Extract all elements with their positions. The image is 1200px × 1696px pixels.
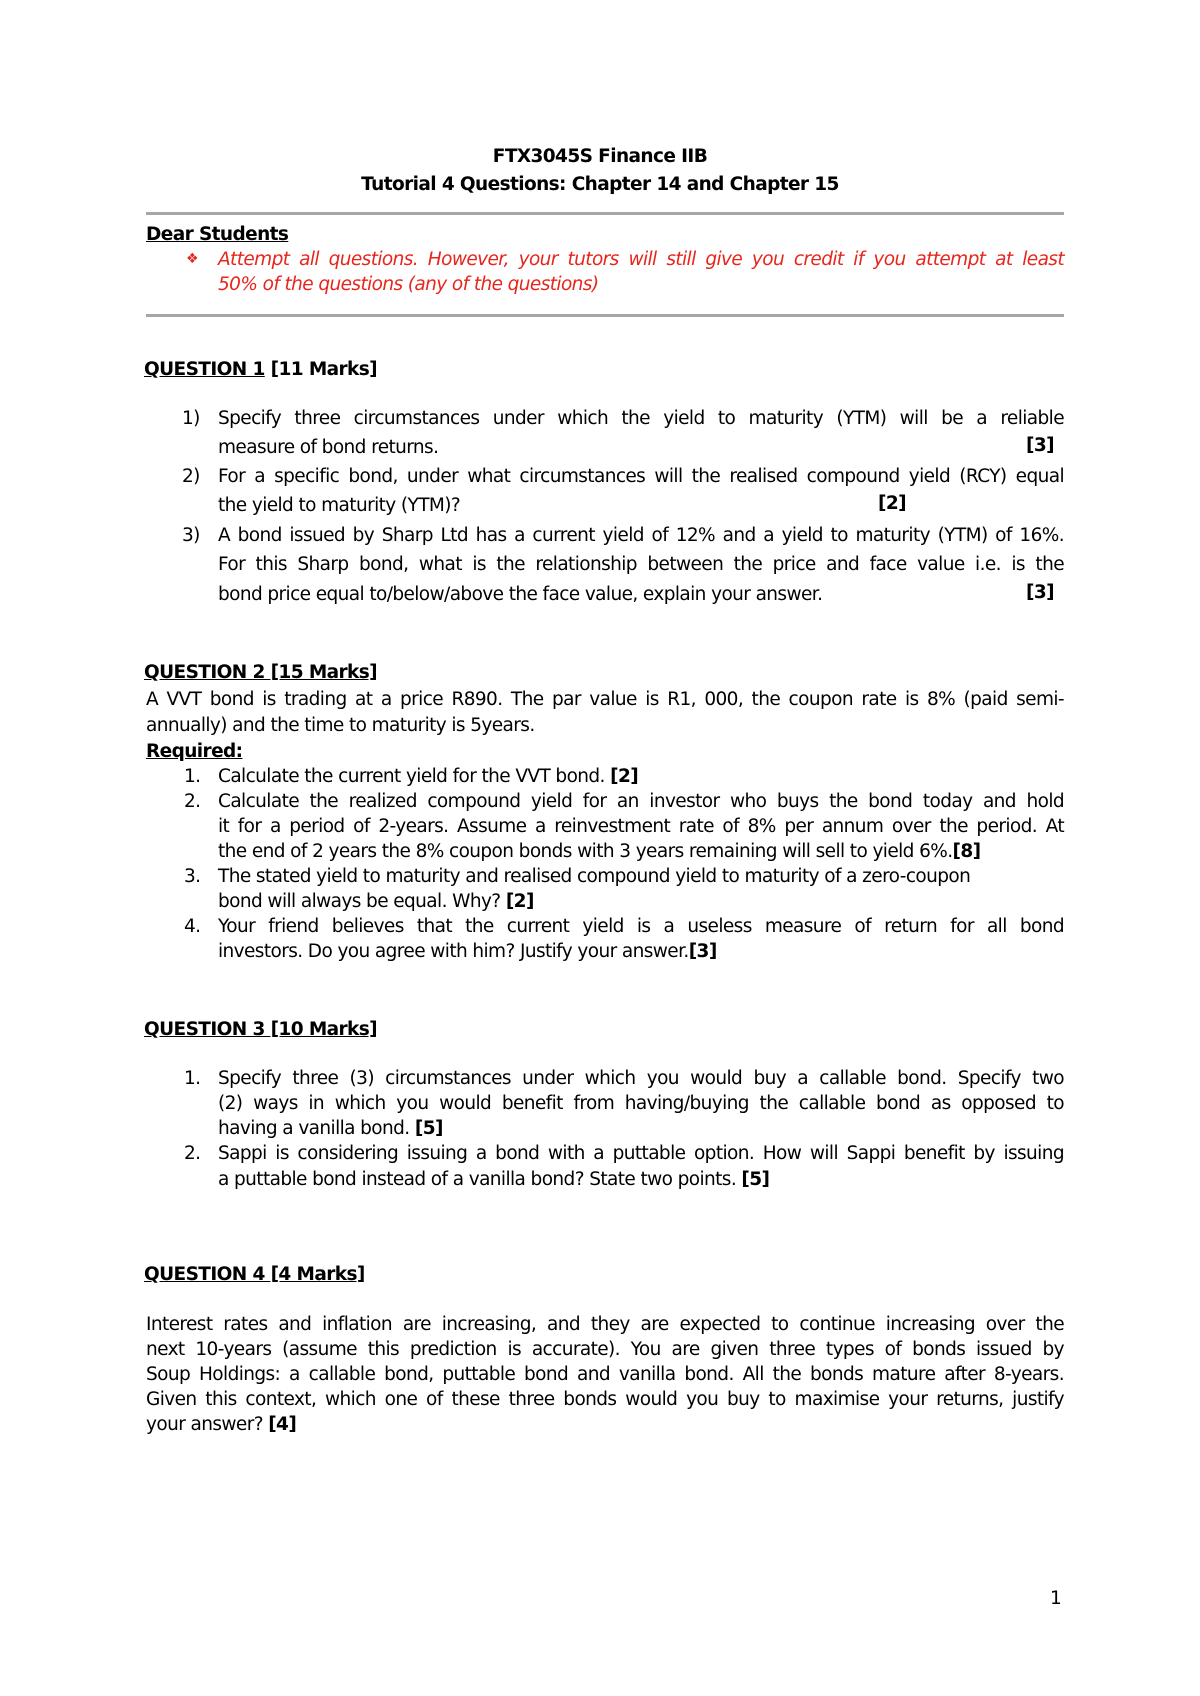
q1-item-2-number: 2) — [182, 466, 200, 487]
q2-item-3-line-2: bond will always be equal. Why? [2] — [218, 891, 534, 912]
question-1-heading: QUESTION 1 [11 Marks] — [144, 359, 378, 380]
question-4-heading: QUESTION 4 [4 Marks] — [144, 1264, 365, 1285]
q1-item-2-line-1: For a specific bond, under what circumstances will the realised compound yield (RCY) equal — [218, 466, 1064, 487]
q2-item-2-number: 2. — [184, 791, 201, 812]
q4-paragraph-line-2: next 10-years (assume this prediction is accurate). You are given three types of bonds issued by — [146, 1339, 1064, 1360]
q2-item-2-line-3: the end of 2 years the 8% coupon bonds with 3 years remaining will sell to yield 6%.[8] — [218, 841, 981, 862]
bottom-divider — [146, 314, 1064, 317]
q1-item-3-mark: [3] — [1026, 582, 1054, 603]
q2-item-4-mark: [3] — [688, 941, 717, 962]
q3-item-2-line-2: a puttable bond instead of a vanilla bond? State two points. [5] — [218, 1169, 770, 1190]
q1-item-3-number: 3) — [182, 525, 200, 546]
q2-item-1-line-1: Calculate the current yield for the VVT bond. [2] — [218, 766, 639, 787]
question-3-heading: QUESTION 3 [10 Marks] — [144, 1019, 378, 1040]
q3-item-1-number: 1. — [184, 1068, 201, 1089]
q2-item-2-mark: [8] — [952, 841, 981, 862]
q2-required-label: Required: — [146, 741, 243, 762]
q2-item-4-line-2: investors. Do you agree with him? Justify your answer.[3] — [218, 941, 717, 962]
q4-paragraph-line-4: Given this context, which one of these three bonds would you buy to maximise your returns, justify — [146, 1389, 1064, 1410]
q2-item-3-number: 3. — [184, 866, 201, 887]
notice-line-2: 50% of the questions (any of the questions) — [218, 274, 599, 295]
q2-item-2-line-1: Calculate the realized compound yield for an investor who buys the bond today and hold — [218, 791, 1064, 812]
q4-paragraph-line-5: your answer? [4] — [146, 1414, 297, 1435]
q1-item-3-line-2: For this Sharp bond, what is the relationship between the price and face value i.e. is the — [218, 554, 1064, 575]
document-subtitle: Tutorial 4 Questions: Chapter 14 and Chapter 15 — [361, 174, 839, 195]
q1-item-2-line-2: the yield to maturity (YTM)? — [218, 495, 461, 516]
q4-paragraph-line-1: Interest rates and inflation are increasing, and they are expected to continue increasing over the — [146, 1314, 1064, 1335]
q1-item-1-line-1: Specify three circumstances under which the yield to maturity (YTM) will be a reliable — [218, 408, 1064, 429]
q2-item-3-line-1: The stated yield to maturity and realised compound yield to maturity of a zero-coupon — [218, 866, 971, 887]
q4-mark: [4] — [268, 1414, 297, 1435]
q3-item-2-line-1: Sappi is considering issuing a bond with a puttable option. How will Sappi benefit by issuing — [218, 1143, 1064, 1164]
page-number: 1 — [1050, 1588, 1062, 1609]
document-title: FTX3045S Finance IIB — [492, 146, 708, 167]
q2-intro-line-1: A VVT bond is trading at a price R890. The par value is R1, 000, the coupon rate is 8% (paid semi- — [146, 689, 1064, 710]
q3-item-1-line-1: Specify three (3) circumstances under which you would buy a callable bond. Specify two — [218, 1068, 1064, 1089]
greeting: Dear Students — [146, 224, 289, 245]
q1-item-1-line-2: measure of bond returns. — [218, 437, 439, 458]
q1-item-1-number: 1) — [182, 408, 200, 429]
notice-line-1: Attempt all questions. However, your tutors will still give you credit if you attempt at least — [218, 249, 1064, 270]
q2-item-1-number: 1. — [184, 766, 201, 787]
q3-item-2-number: 2. — [184, 1143, 201, 1164]
q2-item-4-line-1: Your friend believes that the current yield is a useless measure of return for all bond — [218, 916, 1064, 937]
q1-item-2-mark: [2] — [878, 493, 906, 514]
q2-item-4-number: 4. — [184, 916, 201, 937]
diamond-bullet-icon: ❖ — [186, 251, 199, 267]
q3-item-1-line-3: having a vanilla bond. [5] — [218, 1118, 443, 1139]
q1-item-3-line-1: A bond issued by Sharp Ltd has a current yield of 12% and a yield to maturity (YTM) of 16%. — [218, 525, 1064, 546]
q2-item-1-mark: [2] — [610, 766, 639, 787]
q2-intro-line-2: annually) and the time to maturity is 5years. — [146, 715, 535, 736]
q4-paragraph-line-3: Soup Holdings: a callable bond, puttable bond and vanilla bond. All the bonds mature after 8-years. — [146, 1364, 1064, 1385]
q3-item-1-mark: [5] — [414, 1118, 443, 1139]
question-1-link[interactable]: QUESTION 1 — [144, 359, 265, 380]
q3-item-2-mark: [5] — [741, 1169, 770, 1190]
question-2-heading: QUESTION 2 [15 Marks] — [144, 662, 378, 683]
q2-item-3-mark: [2] — [505, 891, 534, 912]
q3-item-1-line-2: (2) ways in which you would benefit from having/buying the callable bond as opposed to — [218, 1093, 1064, 1114]
q2-item-2-line-2: it for a period of 2-years. Assume a reinvestment rate of 8% per annum over the period. At — [218, 816, 1064, 837]
top-divider — [146, 212, 1064, 215]
q1-item-1-mark: [3] — [1026, 435, 1054, 456]
q1-item-3-line-3: bond price equal to/below/above the face value, explain your answer. — [218, 584, 823, 605]
